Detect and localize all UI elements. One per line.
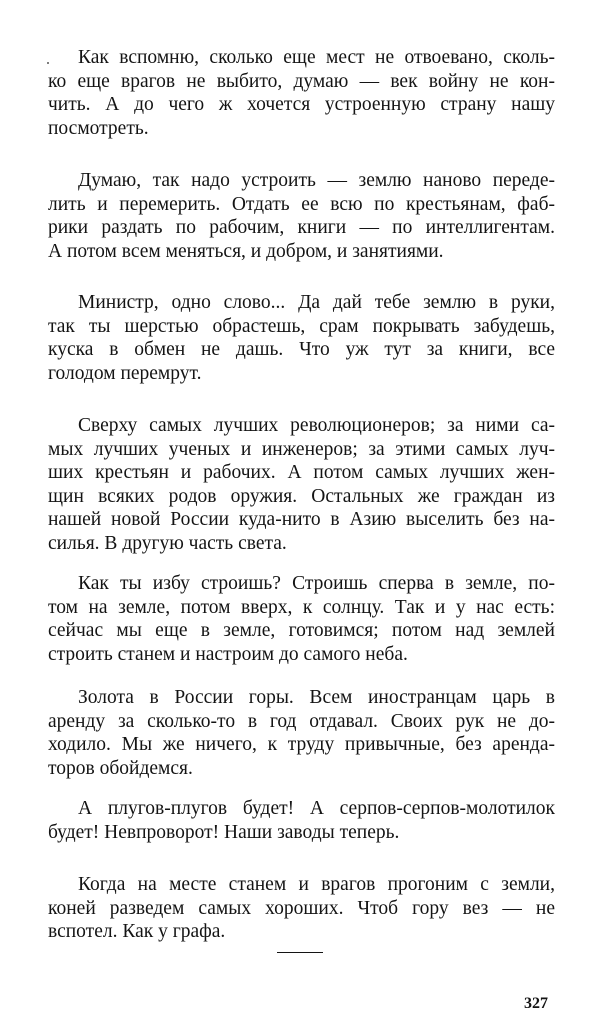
paragraph-7 xyxy=(48,797,555,844)
text-line: том на земле, потом вверх, к солнцу. Так и у нас есть: xyxy=(48,596,555,618)
paragraph-5 xyxy=(48,572,555,666)
text-line: лить и перемерить. Отдать ее всю по крестьянам, фаб- xyxy=(48,193,555,215)
text-line: будет! Невпроворот! Наши заводы теперь. xyxy=(48,821,400,843)
text-line: Министр, одно слово... Да дай тебе землю в руки, xyxy=(78,292,555,313)
text-line: торов обойдемся. xyxy=(48,757,193,779)
paragraph-1 xyxy=(48,46,555,140)
text-line: рики раздать по рабочим, книги — по интеллигентам. xyxy=(48,217,555,239)
text-line: ходило. Мы же ничего, к труду привычные, без аренда- xyxy=(48,734,555,756)
text-line: Думаю, так надо устроить — землю наново переде- xyxy=(78,170,555,191)
text-line: А потом всем меняться, и добром, и занятиями. xyxy=(48,240,444,262)
text-line: А плугов-плугов будет! А серпов-серпов-молотилок xyxy=(78,798,555,819)
text-line: силья. В другую часть света. xyxy=(48,532,287,554)
text-line: коней разведем самых хороших. Чтоб гору вез — не xyxy=(48,897,555,919)
page-number: 327 xyxy=(524,995,548,1012)
text-line: куска в обмен не дашь. Что уж тут за книги, все xyxy=(48,339,555,361)
text-line: аренду за сколько-то в год отдавал. Своих рук не до- xyxy=(48,710,555,732)
paragraph-4 xyxy=(48,414,555,556)
text-line: сейчас мы еще в земле, готовимся; потом над землей xyxy=(48,620,555,642)
text-line: вспотел. Как у графа. xyxy=(48,921,226,943)
text-line: Как вспомню, сколько еще мест не отвоевано, сколь- xyxy=(78,47,555,68)
text-line: посмотреть. xyxy=(48,117,149,139)
text-line: ших крестьян и рабочих. А потом самых лучших жен- xyxy=(48,462,555,484)
text-line: голодом перемрут. xyxy=(48,362,202,384)
text-line: Когда на месте станем и врагов прогоним с земли, xyxy=(78,874,555,895)
section-end-rule xyxy=(277,952,323,953)
text-line: так ты шерстью обрастешь, срам покрывать забудешь, xyxy=(48,315,555,337)
text-line: ко еще врагов не выбито, думаю — век войну не кон- xyxy=(48,70,555,92)
text-line: чить. А до чего ж хочется устроенную страну нашу xyxy=(48,94,555,116)
text-line: строить станем и настроим до самого неба. xyxy=(48,643,408,665)
paragraph-3 xyxy=(48,291,555,385)
text-line: Как ты избу строишь? Строишь сперва в земле, по- xyxy=(78,573,555,594)
text-line: Сверху самых лучших революционеров; за ними са- xyxy=(78,415,555,436)
text-line: Золота в России горы. Всем иностранцам царь в xyxy=(78,687,555,708)
text-line: нашей новой России куда-нито в Азию выселить без на- xyxy=(48,509,555,531)
paragraph-2 xyxy=(48,169,555,263)
paragraph-8 xyxy=(48,873,555,944)
text-line: мых лучших ученых и инженеров; за этими самых луч- xyxy=(48,438,555,460)
text-line: щин всяких родов оружия. Остальных же граждан из xyxy=(48,485,555,507)
paragraph-6 xyxy=(48,686,555,780)
